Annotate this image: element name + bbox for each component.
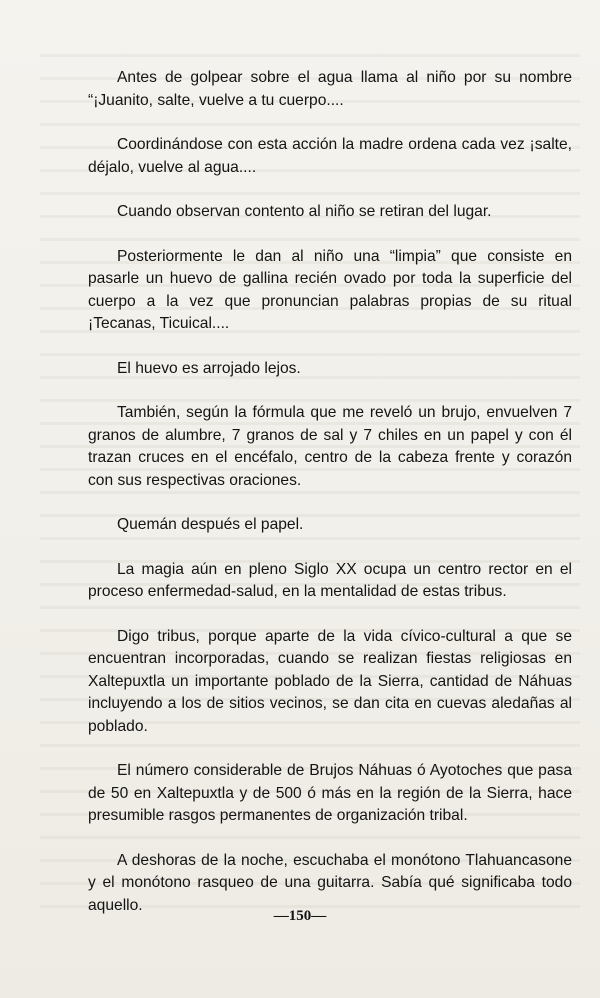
paragraph: Coordinándose con esta acción la madre ordena cada vez ¡salte, déjalo, vuelve al agua.... [88, 136, 572, 176]
paragraph: Antes de golpear sobre el agua llama al niño por su nombre “¡Juanito, salte, vuelve a tu cuerpo.... [88, 69, 572, 109]
paragraph: El huevo es arrojado lejos. [117, 359, 301, 377]
paragraph: Quemán después el papel. [117, 516, 304, 533]
paragraph: El número considerable de Brujos Náhuas ó Ayotoches que pasa de 50 en Xaltepuxtla y de 500 ó más en la región de la Sierra, hace presumible rasgos permanentes de organización tribal. [88, 762, 572, 824]
paragraph: Cuando observan contento al niño se retiran del lugar. [117, 203, 492, 220]
paragraph: También, según la fórmula que me reveló un brujo, envuelven 7 granos de alumbre, 7 granos de sal y 7 chiles en un papel y con él trazan cruces en el encéfalo, centro de la cabeza frente y corazón con sus respectivas oraciones. [88, 404, 572, 489]
paragraph: Posteriormente le dan al niño una “limpia” que consiste en pasarle un huevo de gallina recién ovado por toda la superficie del cuerpo a la vez que pronuncian palabras propias de su ritual ¡Tecanas, Ticuical.... [88, 247, 572, 332]
paragraph: A deshoras de la noche, escuchaba el monótono Tlahuancasone y el monótono rasqueo de una guitarra. Sabía qué significaba todo aquello. [88, 851, 572, 914]
paragraph: La magia aún en pleno Siglo XX ocupa un centro rector en el proceso enfermedad-salud, en la mentalidad de estas tribus. [88, 560, 572, 600]
paragraph: Digo tribus, porque aparte de la vida cívico-cultural a que se encuentran incorporadas, cuando se realizan fiestas religiosas en Xaltepuxtla un importante poblado de la Sierra, cantidad de Náhuas incluyendo a los de sitios vecinos, se dan cita en cuevas aledañas al poblado. [88, 627, 572, 735]
body-text [88, 67, 572, 939]
page-number: —150— [273, 908, 327, 924]
